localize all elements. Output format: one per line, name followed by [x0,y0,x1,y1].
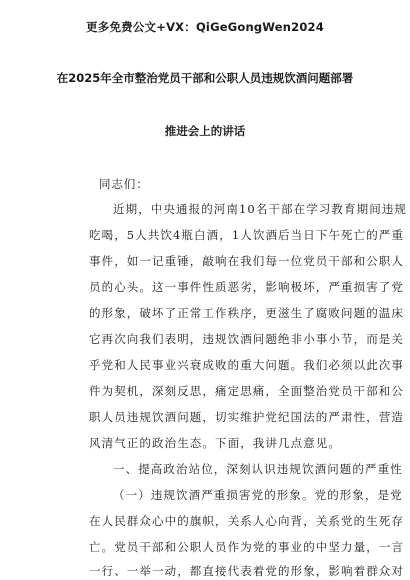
body-line: 职人员违规饮酒问题，切实维护党纪国法的严肃性，营造 [89,410,404,424]
subsection-heading-line: （一）违规饮酒严重损害党的形象。党的形象，是党 [113,488,403,502]
body-line: 的形象，破坏了正常工作秩序，更滋生了腐败问题的温床 [89,306,404,320]
body-line: 近期，中央通报的河南10名干部在学习教育期间违规 [113,202,408,216]
body-line: 风清气正的政治生态。下面，我讲几点意见。 [89,436,341,450]
body-line: 在人民群众心中的旗帜，关系人心向背，关系党的生死存 [89,514,404,528]
body-line: 吃喝，5人共饮4瓶白酒，1人饮酒后当日下午死亡的严重 [89,228,405,242]
body-line: 它再次向我们表明，违规饮酒问题绝非小事小节，而是关 [89,332,404,346]
document-title-line-1: 在2025年全市整治党员干部和公职人员违规饮酒问题部署 [56,71,354,85]
body-line: 事件，如一记重锤，敲响在我们每一位党员干部和公职人 [89,254,404,268]
body-line: 件为契机，深刻反思，痛定思痛，全面整治党员干部和公 [89,384,404,398]
body-line: 一行、一举一动，都直接代表着党的形象，影响着群众对 [89,564,404,578]
body-line: 员的心头。这一事件性质恶劣，影响极坏，严重损害了党 [89,280,404,294]
body-line: 亡。党员干部和公职人员作为党的事业的中坚力量，一言 [89,540,404,554]
promo-header: 更多免费公文+VX：QiGeGongWen2024 [86,20,324,34]
document-title-line-2: 推进会上的讲话 [164,124,246,138]
greeting: 同志们： [99,177,149,191]
section-heading: 一、提高政治站位，深刻认识违规饮酒问题的严重性 [113,462,403,476]
body-line: 乎党和人民事业兴衰成败的重大问题。我们必须以此次事 [89,358,404,372]
